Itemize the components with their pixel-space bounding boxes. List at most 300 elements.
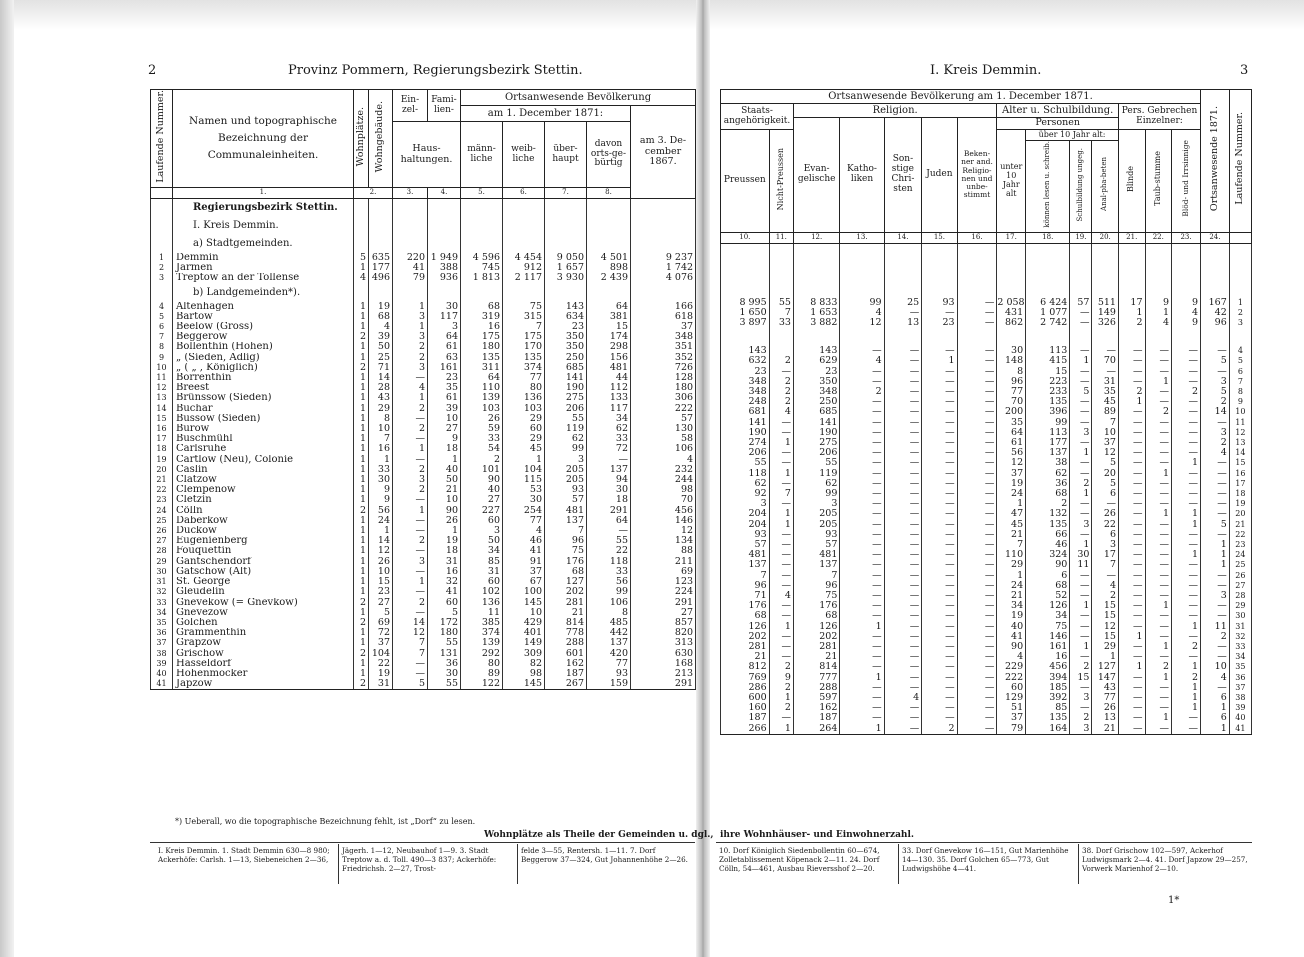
cell: —	[769, 530, 793, 540]
cell: —	[957, 448, 997, 458]
cell: 3	[1070, 520, 1092, 530]
col-sonstige: Son-stige Chri-sten	[884, 118, 922, 233]
cell: 898	[587, 263, 631, 273]
cell: 161	[428, 363, 461, 373]
cell: 9 237	[631, 253, 696, 263]
cell: —	[393, 587, 428, 597]
cell: —	[1145, 540, 1172, 550]
cell: —	[957, 724, 997, 735]
cell: 1	[393, 302, 428, 312]
cell: 2	[1201, 397, 1230, 407]
table-row	[151, 312, 696, 322]
cell: 4	[840, 356, 884, 366]
cell: 68	[793, 611, 839, 621]
cell: —	[884, 673, 922, 683]
row-number: 26	[1229, 571, 1251, 581]
cell: 135	[461, 353, 503, 363]
cell: 56	[369, 506, 393, 516]
col-haushaltungen: Haus-haltungen.	[393, 122, 461, 188]
cell: 190	[793, 428, 839, 438]
cell: —	[1145, 397, 1172, 407]
cell: 3	[428, 322, 461, 332]
cell: 174	[587, 332, 631, 342]
cell: 1	[769, 622, 793, 632]
cell: 485	[587, 618, 631, 628]
cell: 23	[369, 587, 393, 597]
place-name: Daberkow	[173, 516, 354, 526]
cell: 26	[369, 557, 393, 567]
cell: —	[1070, 418, 1092, 428]
cell: 7	[721, 571, 770, 581]
cell: 68	[721, 611, 770, 621]
cell: —	[957, 438, 997, 448]
cell: 1	[354, 465, 369, 475]
place-name: Buschmühl	[173, 434, 354, 444]
row-number: 15	[1229, 458, 1251, 468]
cell: 26	[1092, 509, 1119, 519]
cell: 250	[545, 353, 587, 363]
cell: 5	[1092, 458, 1119, 468]
row-number: 29	[1229, 601, 1251, 611]
cell: 8 833	[793, 298, 839, 308]
cell: —	[1118, 581, 1145, 591]
page-edge	[0, 0, 14, 957]
row-number: 33	[151, 598, 173, 608]
cell: 9	[1145, 298, 1172, 308]
cell: —	[1070, 683, 1092, 693]
cell: —	[922, 499, 957, 509]
col-ortsanwesende-r: Ortsanwesende Bevölkerung am 1. December 1871.	[721, 90, 1201, 104]
cell: 1	[354, 669, 369, 679]
cell: —	[957, 713, 997, 723]
cell: —	[1201, 479, 1230, 489]
cell: —	[884, 713, 922, 723]
cell: —	[1145, 703, 1172, 713]
cell: —	[922, 693, 957, 703]
table-row	[151, 598, 696, 608]
cell: 2	[393, 598, 428, 608]
cell: —	[1070, 632, 1092, 642]
cell: 37	[369, 638, 393, 648]
col-schulbildung: Schulbildung ungeg.	[1070, 141, 1092, 233]
cell: 29	[997, 560, 1026, 570]
cell: 26	[461, 414, 503, 424]
cell: 2	[354, 332, 369, 342]
cell: 778	[545, 628, 587, 638]
cell: 685	[793, 407, 839, 417]
cell: 9	[369, 495, 393, 505]
table-row	[721, 318, 1252, 328]
cell: 266	[721, 724, 770, 735]
cell: 635	[369, 253, 393, 263]
cell: —	[884, 509, 922, 519]
cell: 267	[545, 679, 587, 690]
cell: —	[957, 571, 997, 581]
cell: 128	[631, 373, 696, 383]
cell: 71	[721, 591, 770, 601]
column-number: 8.	[587, 188, 631, 199]
cell: —	[769, 540, 793, 550]
cell: 496	[369, 273, 393, 283]
cell: 456	[1026, 662, 1070, 672]
cell: 281	[793, 642, 839, 652]
cell: 27	[631, 608, 696, 618]
cell: —	[957, 499, 997, 509]
cell: —	[769, 611, 793, 621]
cell: —	[1145, 418, 1172, 428]
cell: 1	[1172, 458, 1201, 468]
cell: 71	[369, 363, 393, 373]
cell: 3	[793, 499, 839, 509]
cell: —	[922, 509, 957, 519]
row-number: 28	[151, 546, 173, 556]
cell: —	[922, 713, 957, 723]
cell: —	[1201, 458, 1230, 468]
row-number: 27	[1229, 581, 1251, 591]
cell: 56	[997, 448, 1026, 458]
row-number: 38	[151, 649, 173, 659]
cell: 88	[631, 546, 696, 556]
col-maennliche: männ-liche	[461, 122, 503, 188]
row-number: 14	[151, 404, 173, 414]
col-analphabeten: Anal-pha-beten	[1092, 141, 1119, 233]
cell: 29	[369, 404, 393, 414]
cell: —	[1201, 642, 1230, 652]
cell: —	[884, 356, 922, 366]
cell: —	[1118, 479, 1145, 489]
cell: —	[1118, 673, 1145, 683]
cell: 1	[354, 587, 369, 597]
cell: 77	[997, 387, 1026, 397]
cell: —	[840, 418, 884, 428]
cell: —	[922, 418, 957, 428]
cell: 149	[503, 638, 545, 648]
cell: 35	[997, 418, 1026, 428]
cell: 769	[721, 673, 770, 683]
cell: —	[769, 367, 793, 377]
row-number: 32	[1229, 632, 1251, 642]
cell: 10	[369, 567, 393, 577]
cell: 2	[1092, 591, 1119, 601]
cell: 348	[721, 377, 770, 387]
cell: 1	[1145, 509, 1172, 519]
cell: —	[884, 448, 922, 458]
table-row	[151, 485, 696, 495]
cell: 4 076	[631, 273, 696, 283]
table-row	[151, 342, 696, 352]
cell: —	[884, 469, 922, 479]
cell: —	[393, 659, 428, 669]
place-name: St. George	[173, 577, 354, 587]
cell: 634	[545, 312, 587, 322]
cell: 33	[587, 567, 631, 577]
cell: —	[587, 526, 631, 536]
cell: 5	[1201, 356, 1230, 366]
cell: —	[922, 448, 957, 458]
cell: 18	[428, 444, 461, 454]
cell: —	[884, 611, 922, 621]
cell: 68	[461, 302, 503, 312]
cell: 597	[793, 693, 839, 703]
cell: 7	[1092, 418, 1119, 428]
cell: 2	[1145, 662, 1172, 672]
cell: —	[840, 591, 884, 601]
cell: 6	[1201, 693, 1230, 703]
cell: —	[1118, 509, 1145, 519]
row-number: 23	[1229, 540, 1251, 550]
cell: 164	[1026, 724, 1070, 735]
place-name: Demmin	[173, 253, 354, 263]
cell: —	[1118, 407, 1145, 417]
place-name: Jarmen	[173, 263, 354, 273]
cell: 1	[369, 526, 393, 536]
cell: 159	[587, 679, 631, 690]
cell: 26	[1092, 703, 1119, 713]
cell: 1	[1070, 356, 1092, 366]
section-heading: Regierungsbezirk Stettin.	[173, 199, 354, 218]
section-row	[151, 235, 696, 253]
cell: —	[1118, 622, 1145, 632]
cell: 119	[545, 424, 587, 434]
table-row	[721, 724, 1252, 735]
cell: —	[1118, 601, 1145, 611]
table-row	[151, 363, 696, 373]
cell: 2	[922, 724, 957, 735]
cell: 7	[997, 540, 1026, 550]
cell: 292	[461, 649, 503, 659]
page-number-left: 2	[148, 63, 157, 78]
cell: 202	[545, 587, 587, 597]
place-name: Eugenienberg	[173, 536, 354, 546]
cell: 27	[461, 495, 503, 505]
cell: 30	[1070, 550, 1092, 560]
cell: 1	[393, 393, 428, 403]
cell: —	[922, 346, 957, 356]
cell: —	[922, 571, 957, 581]
cell: —	[1145, 571, 1172, 581]
cell: 7	[769, 308, 793, 318]
row-number: 17	[151, 434, 173, 444]
cell: 21	[997, 530, 1026, 540]
table-row	[151, 332, 696, 342]
cell: —	[1070, 581, 1092, 591]
cell: 1	[1118, 632, 1145, 642]
cell: 119	[793, 469, 839, 479]
cell: 66	[1026, 530, 1070, 540]
cell: 2	[393, 353, 428, 363]
row-number: 22	[1229, 530, 1251, 540]
row-number: 2	[151, 263, 173, 273]
cell: 100	[503, 587, 545, 597]
cell: —	[1201, 469, 1230, 479]
cell: —	[840, 367, 884, 377]
cell: —	[393, 546, 428, 556]
cell: —	[1145, 591, 1172, 601]
cell: 145	[503, 679, 545, 690]
cell: 131	[428, 649, 461, 659]
cell: —	[1201, 611, 1230, 621]
cell: 4	[884, 693, 922, 703]
cell: —	[840, 469, 884, 479]
cell: —	[922, 469, 957, 479]
cell: 1	[393, 506, 428, 516]
column-number: 7.	[545, 188, 587, 199]
row-number: 13	[151, 393, 173, 403]
row-number: 24	[1229, 550, 1251, 560]
cell: —	[1070, 407, 1092, 417]
cell: 3	[461, 526, 503, 536]
cell: 16	[428, 567, 461, 577]
cell: 56	[587, 577, 631, 587]
cell: 388	[428, 263, 461, 273]
cell: 1	[1070, 540, 1092, 550]
col-gebrechen: Pers. Gebrechen Einzelner:	[1118, 104, 1200, 130]
cell: —	[957, 642, 997, 652]
cell: 1	[428, 455, 461, 465]
cell: 77	[1092, 693, 1119, 703]
row-number: 21	[1229, 520, 1251, 530]
cell: 313	[631, 638, 696, 648]
place-name: Bollenthin (Hohen)	[173, 342, 354, 352]
cell: 1	[354, 444, 369, 454]
cell: 77	[587, 659, 631, 669]
cell: 1	[1201, 560, 1230, 570]
place-name: „ (Sieden, Adlig)	[173, 353, 354, 363]
cell: 75	[545, 546, 587, 556]
place-name: Gnevezow	[173, 608, 354, 618]
footer-divider	[1078, 844, 1079, 884]
cell: 4	[1172, 308, 1201, 318]
footer-col-3: felde 3—55, Rentersh. 1—11. 7. Dorf Beggerow 37—324, Gut Johannenhöhe 2—26.	[521, 846, 688, 864]
cell: 113	[1026, 346, 1070, 356]
cell: —	[840, 346, 884, 356]
cell: —	[840, 479, 884, 489]
cell: 1 742	[631, 263, 696, 273]
cell: —	[1070, 438, 1092, 448]
cell: 9	[769, 673, 793, 683]
cell: 34	[1026, 611, 1070, 621]
cell: 33	[461, 434, 503, 444]
cell: 40	[461, 485, 503, 495]
cell: 70	[1092, 356, 1119, 366]
cell: 136	[461, 598, 503, 608]
cell: 394	[1026, 673, 1070, 683]
cell: 25	[884, 298, 922, 308]
cell: 16	[461, 322, 503, 332]
cell: 288	[793, 683, 839, 693]
cell: 223	[1026, 377, 1070, 387]
row-number: 39	[1229, 703, 1251, 713]
cell: 4	[503, 526, 545, 536]
col-blinde: Blinde	[1118, 130, 1145, 233]
cell: —	[957, 387, 997, 397]
cell: 6 424	[1026, 298, 1070, 308]
row-number: 29	[151, 557, 173, 567]
cell: —	[922, 387, 957, 397]
cell: 2	[769, 377, 793, 387]
cell: 309	[503, 649, 545, 659]
cell: —	[957, 407, 997, 417]
cell: —	[884, 308, 922, 318]
cell: 99	[1026, 418, 1070, 428]
cell: 33	[587, 434, 631, 444]
cell: —	[1118, 356, 1145, 366]
column-number: 15.	[922, 232, 957, 243]
col-ueberhaupt: über-haupt	[545, 122, 587, 188]
place-name: Fouquettin	[173, 546, 354, 556]
cell: 37	[997, 713, 1026, 723]
cell: 141	[721, 418, 770, 428]
cell: 104	[369, 649, 393, 659]
cell: 47	[997, 509, 1026, 519]
cell: 64	[997, 428, 1026, 438]
cell: —	[393, 495, 428, 505]
cell: 291	[631, 598, 696, 608]
cell: —	[957, 367, 997, 377]
table-row	[151, 567, 696, 577]
cell: 2	[393, 485, 428, 495]
cell: 2	[354, 363, 369, 373]
place-name: Hasseldorf	[173, 659, 354, 669]
cell: 8	[369, 414, 393, 424]
cell: —	[1118, 458, 1145, 468]
cell: —	[1201, 367, 1230, 377]
cell: 139	[461, 638, 503, 648]
cell: 62	[587, 424, 631, 434]
row-number: 26	[151, 526, 173, 536]
table-row	[721, 458, 1252, 468]
cell: 10	[369, 424, 393, 434]
cell: 50	[369, 342, 393, 352]
col-unter10: unter 10 Jahr alt	[997, 130, 1026, 233]
cell: 160	[721, 703, 770, 713]
cell: 442	[587, 628, 631, 638]
cell: 106	[631, 444, 696, 454]
left-statistics-table	[150, 89, 696, 690]
cell: —	[884, 489, 922, 499]
row-number: 22	[151, 485, 173, 495]
cell: —	[769, 499, 793, 509]
cell: —	[1118, 377, 1145, 387]
cell: 1	[1145, 642, 1172, 652]
cell: 177	[1026, 438, 1070, 448]
cell: 60	[461, 577, 503, 587]
cell: —	[587, 455, 631, 465]
cell: 3	[1201, 377, 1230, 387]
cell: 15	[1092, 601, 1119, 611]
col-alter: Alter u. Schulbildung.	[997, 104, 1119, 118]
cell: 1	[393, 322, 428, 332]
cell: 3	[393, 312, 428, 322]
footer-rule-left	[150, 842, 695, 843]
cell: —	[884, 377, 922, 387]
column-number: 14.	[884, 232, 922, 243]
cell: —	[1145, 520, 1172, 530]
cell: 62	[793, 479, 839, 489]
cell: 60	[997, 683, 1026, 693]
cell: 145	[503, 598, 545, 608]
cell: 10	[428, 495, 461, 505]
table-row	[151, 577, 696, 587]
cell: —	[1201, 581, 1230, 591]
cell: —	[957, 622, 997, 632]
cell: 34	[461, 546, 503, 556]
cell: —	[1070, 509, 1092, 519]
place-name: Duckow	[173, 526, 354, 536]
cell: 161	[1026, 642, 1070, 652]
cell: 57	[793, 540, 839, 550]
cell: —	[1145, 479, 1172, 489]
